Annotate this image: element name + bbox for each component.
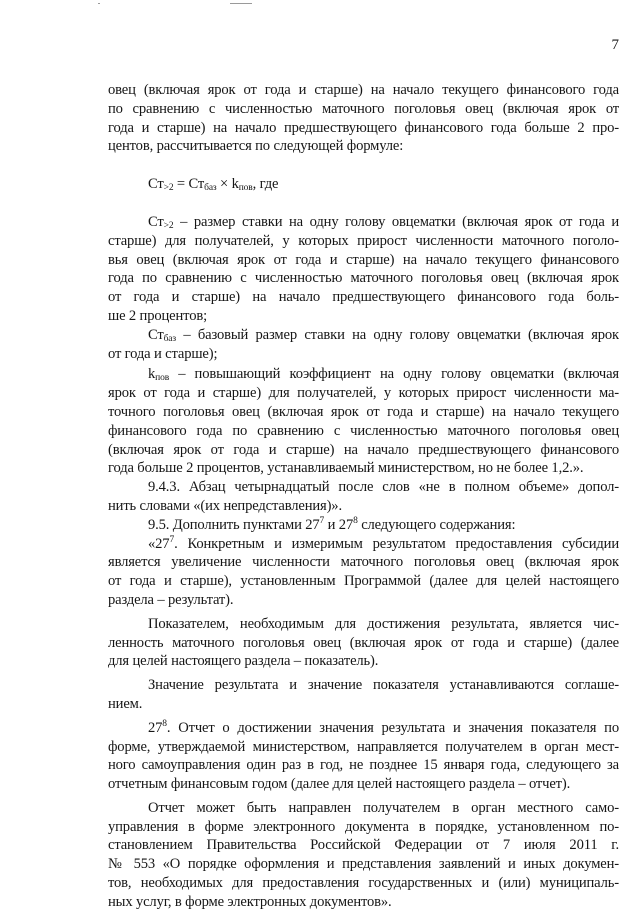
paragraph-values [108,676,619,714]
text-line: финансового года по сравнению с численностью маточного поголовья овец [108,422,619,439]
text-line: ленность маточного поголовья овец (включая ярок от года и старше) (далее [108,634,619,651]
clause-text: следующего содержания: [357,516,516,533]
clause-text: 9.5. Дополнить пунктами 27 [148,516,320,533]
text-line: ного самоуправления один раз в год, не позднее 15 января года, следующего за [108,757,619,774]
text-line: раздела – результат). [108,591,234,608]
clause-text: «27 [148,535,170,552]
paragraph-27-7 [108,535,619,610]
text-line: года по сравнению с численностью маточного поголовья овец (включая ярок [108,270,619,287]
text-line: Показателем, необходимым для достижения результата, является чис- [148,615,619,632]
formula-subscript: >2 [163,183,174,194]
text-line: (включая ярок от года и старше) на начало предшествующего финансового [108,441,619,458]
text-line: года и старше) на начало предшествующего финансового года больше 2 про- [108,119,619,136]
paragraph-indicator [108,615,619,671]
formula-term: = Ст [173,176,205,193]
scan-artifact-left [98,3,100,4]
clause-superscript: 8 [353,515,358,526]
definition-term: Ст [148,213,164,230]
definition-term: k [148,366,156,383]
paragraph-formula-intro [108,81,619,156]
formula-term: Ст [148,176,164,193]
definition-subscript: баз [163,333,176,344]
text-line: нием. [108,695,143,712]
text-line: года больше 2 процентов, устанавливаемый министерством, но не более 1,2.». [108,460,584,477]
text-line [108,365,619,384]
text-line [108,326,619,345]
formula-subscript: пов [238,183,253,194]
text-line: точного поголовья овец (включая ярок от года и старше) на начало текущего [108,403,619,420]
clause-text: 27 [148,719,163,736]
definition-subscript: >2 [163,220,174,231]
formula-term: , где [252,176,279,193]
text-line: форме, утверждаемой министерством, направляется получателем в орган мест- [108,738,619,755]
text-line: от года и старше), установленным Программой (далее для целей настоящего [108,573,619,590]
clause-text: . Конкретным и измеримым результатом предоставления субсидии [174,535,619,552]
definition-text: – базовый размер ставки на одну голову овцематки (включая ярок [175,326,619,343]
text-line: Отчет может быть направлен получателем в орган местного само- [148,799,619,816]
text-line: ярок от года и старше) для получателей, у которых прирост численности ма- [108,385,619,402]
text-line: овец (включая ярок от года и старше) на начало текущего финансового года [108,82,619,98]
paragraph-report-electronic [108,799,619,912]
clause-superscript: 7 [169,534,175,545]
paragraph-9-4-3 [108,478,619,516]
text-line: Значение результата и значение показателя устанавливаются соглаше- [148,677,619,694]
document-body [108,81,619,912]
text-line [108,213,619,232]
scan-artifact-mid [230,3,252,4]
text-line: вья овец (включая ярок от года и старше) на начало текущего финансового [108,251,619,268]
text-line [108,719,619,738]
text-line: становлением Правительства Российской Федерации от 7 июля 2011 г. [108,837,619,854]
text-line: от года и старше) на начало предшествующего финансового года боль- [108,289,619,306]
text-line: старше) для получателей, у которых прирост численности маточного поголо- [108,232,619,249]
formula-term: × k [216,176,239,193]
paragraph-9-5 [108,516,619,535]
text-line: № 553 «О порядке оформления и представления заявлений и иных докумен- [108,856,619,873]
definition-subscript: пов [155,373,170,384]
paragraph-27-8 [108,719,619,794]
text-line: отчетным финансовым годом (далее для целей настоящего раздела – отчет). [108,776,571,793]
definition-term: Ст [148,326,164,343]
text-line [108,516,619,535]
text-line: центов, рассчитывается по следующей формуле: [108,138,404,155]
text-line: для целей настоящего раздела – показатель). [108,653,379,670]
definition-text: – повышающий коэффициент на одну голову овцематки (включая [169,366,619,383]
paragraph-definition-kpov [108,365,619,478]
text-line: нить словами «(их непредставления)». [108,497,342,514]
text-line: ных услуг, в форме электронных документов». [108,893,392,910]
clause-superscript: 7 [319,515,325,526]
text-line: является увеличение численности маточного поголовья овец (включая ярок [108,554,619,571]
page-number: 7 [611,37,619,53]
formula [108,175,619,194]
clause-superscript: 8 [162,718,167,729]
text-line: тов, необходимых для предоставления государственных и (или) муниципаль- [108,875,619,892]
text-line: по сравнению с численностью маточного поголовья овец (включая ярок от [108,100,619,117]
text-line: 9.4.3. Абзац четырнадцатый после слов «не в полном объеме» допол- [148,479,619,496]
definition-text: – размер ставки на одну голову овцематки (включая ярок от года и [173,213,619,230]
text-line [108,535,619,554]
paragraph-definition-stbaz [108,326,619,364]
paragraph-definition-st2 [108,213,619,326]
clause-text: . Отчет о достижении значения результата и значения показателя по [166,719,619,736]
clause-text: и 27 [324,516,354,533]
formula-subscript: баз [204,183,217,194]
text-line: от года и старше); [108,345,218,362]
text-line: управления в форме электронного документа в порядке, установленном по- [108,818,619,835]
text-line: ше 2 процентов; [108,307,207,324]
